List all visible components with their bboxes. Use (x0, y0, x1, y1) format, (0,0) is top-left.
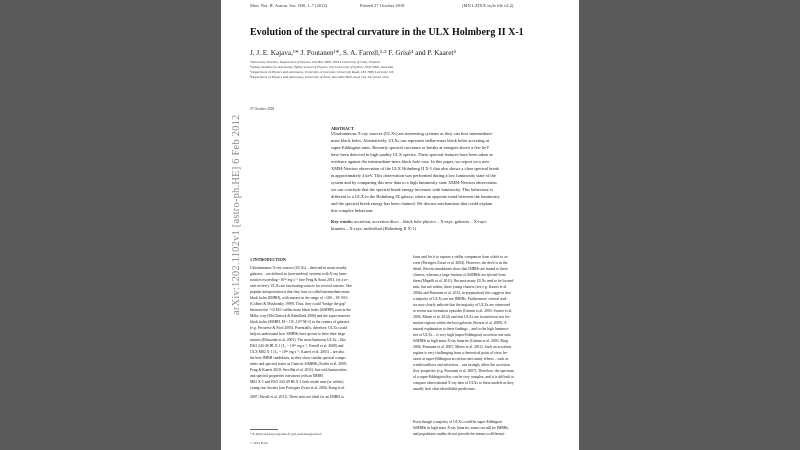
body-line: to recent star formation episodes (Grimm et al. 2003; Swartz et al. (413, 309, 513, 313)
body-line: flow properties (e.g. Poutanen et al. 2007). Therefore, the spectrum (413, 369, 514, 373)
abstract-line: super-Eddington rates. Recently spectral curvature or breaks at energies above a few keV (331, 145, 490, 150)
abstract-line: at approximately 4 keV. This observation was performed during a low luminosity state of the (331, 173, 496, 178)
body-line: Feng & Kaaret 2010; Servillat et al. 2011), but with luminosities (250, 368, 347, 372)
abstract-line: mass black holes. Alternatively, ULXs can represent stellar-mass black holes accreting at (331, 138, 489, 143)
body-line: (e.g. Ferrarese & Ford 2005). Potentially, therefore, ULXs could (250, 326, 347, 330)
body-line: masses (Ebisuzaki et al. 2001). The most luminous ULXs – like (250, 338, 346, 342)
abstract-line: Ultraluminous X-ray sources (ULXs) are interesting systems as they can host intermediate- (331, 131, 494, 136)
body-line: galaxies – are defined as (non-nuclear) systems with X-ray lumi- (250, 272, 348, 276)
body-line: young star clusters (see Portegies Zwart et al. 2004; Kong et al. (250, 386, 346, 390)
footnote: * E-mail: jari.kajava@oulu.fi, juri.poutanen@oulu.fi (250, 432, 322, 436)
journal-header: Mon. Not. R. Astron. Soc. 000, 1–7 (2012) (250, 3, 328, 8)
section-heading: 1 INTRODUCTION (250, 257, 286, 262)
affiliation: ³Department of Physics and Astronomy, University of Leicester, University Road, LE1 7RH, Leicester, UK (250, 70, 394, 74)
body-line: ULX M82 X-1 (Lₓ ~ 10⁴¹ erg s⁻¹, Kaaret et al. 2001) – are also (250, 350, 345, 354)
abstract-line: different to a ULX in the Holmberg IX galaxy, where an opposite trend between the luminosity (331, 194, 500, 199)
body-line: 2004; Poutanen et al. 2007; Mineo et al. 2012). Such an accretion (413, 345, 512, 349)
style-file: (MN LATEX style file v2.2) (462, 3, 514, 8)
abstract-line: and the spectral break energy has been claimed. We discuss mechanisms that could explain (331, 201, 493, 206)
affiliation: ²Sydney Institute for Astronomy (SIfA), School of Physics, The University of Sydney, NSW 2006, Australia (250, 65, 394, 69)
body-line: usually lack clear identifiable predictions. (413, 387, 476, 391)
body-line: of a super-Eddington disc can be very complex, and it is difficult to (413, 375, 515, 379)
body-line: StMBHs in high-mass X-ray binaries, some can still be IMBHs, (413, 426, 509, 430)
author-list: J. J. E. Kajava,¹* J. Poutanen¹*, S. A. Farrell,²·³ F. Grisé⁴ and P. Kaaret⁴ (250, 49, 456, 57)
abstract-line: this complex behaviour. (331, 208, 374, 213)
body-line: 2004a and Poutanen et al. 2012, in preparation) this suggests that (413, 291, 511, 295)
keywords-label: Key words: (331, 219, 353, 224)
body-line: ties of ULXs – is very high (super-Eddington) accretion rate onto (413, 333, 512, 337)
body-line: between the ~10 M☉ stellar mass black holes (StMBH) seen in the (250, 308, 351, 312)
submission-date: 27 October 2018 (250, 107, 275, 111)
body-line: clusters, whereas a large fraction of StMBHs are ejected from (413, 273, 506, 277)
keywords-line: binaries – X-rays: individual (Holmberg II X-1) (331, 226, 416, 231)
body-line: winds/outflows and advection – can strongly affect the accretion (413, 363, 510, 367)
abstract-line: evidence against the intermediate-mass black hole case. In this paper, we report on a new (331, 159, 490, 164)
arxiv-stamp: arXiv:1202.1102v1 [astro-ph.HE] 6 Feb 2012 (231, 114, 242, 315)
body-line: crete (Portegies Zwart et al. 2004). However, the devil is in the (413, 261, 508, 265)
body-line: near, but not within, these young clusters (see e.g. Kaaret et al. (413, 285, 507, 289)
body-line: the best IMBH candidates, as they show similar spectral compo- (250, 356, 347, 360)
paper-title: Evolution of the spectral curvature in the ULX Holmberg II X-1 (250, 27, 524, 38)
body-line: cent review). ULXs are fascinating sources for several reasons. One (250, 284, 352, 288)
body-line: popular interpretation is that they host so called intermediate-mass (250, 290, 350, 294)
body-line: natural explanation to these findings – and to the high luminosi- (413, 327, 510, 331)
footnote-rule (250, 429, 278, 430)
body-line: Ultraluminous X-ray sources (ULXs) – detected in many nearby (250, 266, 347, 270)
body-line: a majority of ULXs are not IMBHs. Furthermore, several stud- (413, 297, 508, 301)
body-line: ESO 243-49 HLX-1 (Lₓ ~ 10⁴² erg s⁻¹, Farrell et al. 2009) and (250, 344, 344, 348)
body-line: detail. Recent simulations show that IMBHs are bound to these (413, 267, 508, 271)
body-line: help us understand how SMBHs have grown to have their large (250, 332, 346, 336)
body-line: black holes (SMBH, M ~ 10⁶–10¹⁰ M☉) in the centers of galaxies (250, 320, 350, 324)
body-line: and population studies do not provide the means to differenti- (413, 432, 506, 436)
body-line: 2004; Mineo et al. 2012) and that ULXs are located near star for- (413, 315, 511, 319)
body-line: compare observational X-ray data of ULXs to these models as they (413, 381, 514, 385)
abstract-line: have been detected in high quality ULX spectra. These spectral features have been taken as (331, 152, 493, 157)
keywords-text: accretion, accretion discs – black hole physics – X-rays: galaxies – X-rays: (352, 219, 488, 224)
body-line: cause at super-Eddington accretion rates many effects – such as (413, 357, 509, 361)
abstract-line: XMM-Newton observation of the ULX Holmberg II X-1 that also shows a clear spectral break (331, 166, 500, 171)
body-line: ies now clearly indicate that the majority of ULXs are connected (413, 303, 511, 307)
paper-page (221, 0, 579, 450)
abstract-heading: ABSTRACT (331, 126, 354, 131)
affiliation: ¹Astronomy Division, Department of Physics, P.O.Box 3000, 90014 University of Oulu, Finland (250, 60, 380, 64)
body-line: nents and spectral states as Galactic StMBHs (Godet et al. 2009; (250, 362, 347, 366)
body-line: (Colbert & Mushotzky 1999). Thus, they could "bridge the gap" (250, 302, 347, 306)
body-line: them (Mapelli et al. 2011). Because many ULXs tend to be located (413, 279, 514, 283)
copyright: © 2012 RAS (250, 441, 268, 445)
body-line: mation regions within the host galaxies (Swartz et al. 2009). A (413, 321, 507, 325)
body-line: 2007; Farrell et al. 2011). These sites are ideal for an IMBH to (250, 395, 344, 399)
body-line: M82 X-1 and ESO 243-49 HLX-1 both reside near (or within) (250, 380, 344, 384)
body-line: and spectral properties consistent with an IMBH. (250, 374, 324, 378)
printed-date: Printed 27 October 2018 (360, 3, 405, 8)
body-line: regime is very challenging from a theoretical point of view, be- (413, 351, 508, 355)
body-line: StMBHs in high-mass X-ray binaries (Grimm et al. 2003; King (413, 339, 508, 343)
abstract-line: system and by comparing this new data to a high luminosity state XMM-Newton observation, (331, 180, 498, 185)
body-line: nosities exceeding ~10³⁹ erg s⁻¹ (see Feng & Soria 2011, for a re- (250, 278, 349, 282)
keywords-line (331, 219, 487, 224)
body-line: Milky way (McClintock & Remillard 2006) and the super-massive (250, 314, 351, 318)
affiliation: ⁴Department of Physics and Astronomy, University of Iowa, Van Allen Hall, Iowa City, IA 52242, USA (250, 75, 389, 79)
body-line: form and for it to capture a stellar companion from which to ac- (413, 255, 509, 259)
abstract-line: we can conclude that the spectral break energy increases with luminosity. This behaviour is (331, 187, 493, 192)
body-line: black holes (IMBH), with masses in the range of ~100 – 10⁵ M☉ (250, 296, 349, 300)
body-line: Even though a majority of ULXs could be super-Eddington (413, 420, 503, 424)
